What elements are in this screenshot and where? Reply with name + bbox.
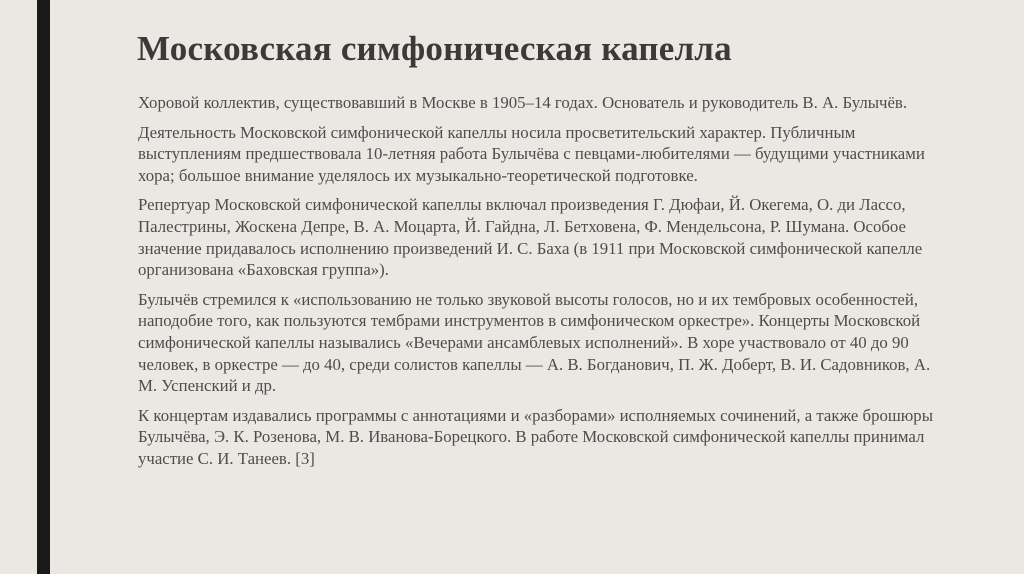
slide-title: Московская симфоническая капелла (137, 29, 732, 68)
paragraph-4: Булычёв стремился к «использованию не только звуковой высоты голосов, но и их тембровых особенностей, наподобие того, как пользуются тембрами инструментов в симфоническом оркестре». Концерты Московской симфонической капеллы назывались «Вечерами ансамблевых исполнений». В хоре участвовало от 40 до 90 человек, в оркестре — до 40, среди солистов капеллы — А. В. Богданович, П. Ж. Доберт, В. И. Садовников, А. М. Успенский и др. (138, 289, 931, 396)
left-accent-bar (37, 0, 50, 574)
paragraph-2: Деятельность Московской симфонической капеллы носила просветительский характер. Публичным выступлениям предшествовала 10-летняя работа Булычёва с певцами-любителями — будущими участниками хора; большое внимание уделялось их музыкально-теоретической подготовке. (138, 122, 925, 185)
paragraph-1: Хоровой коллектив, существовавший в Москве в 1905–14 годах. Основатель и руководитель В. А. Булычёв. (138, 93, 908, 112)
slide-body (138, 92, 938, 478)
paragraph-3: Репертуар Московской симфонической капеллы включал произведения Г. Дюфаи, Й. Окегема, О. ди Лассо, Палестрины, Жоскена Депре, В. А. Моцарта, Й. Гайдна, Л. Бетховена, Ф. Мендельсона, Р. Шумана. Особое значение придавалось исполнению произведений И. С. Баха (в 1911 при Московской симфонической капелле организована «Баховская группа»). (138, 195, 923, 280)
paragraph-5: К концертам издавались программы с аннотациями и «разборами» исполняемых сочинений, а также брошюры Булычёва, Э. К. Розенова, М. В. Иванова-Борецкого. В работе Московской симфонической капеллы принимал участие С. И. Танеев. [3] (138, 405, 933, 468)
